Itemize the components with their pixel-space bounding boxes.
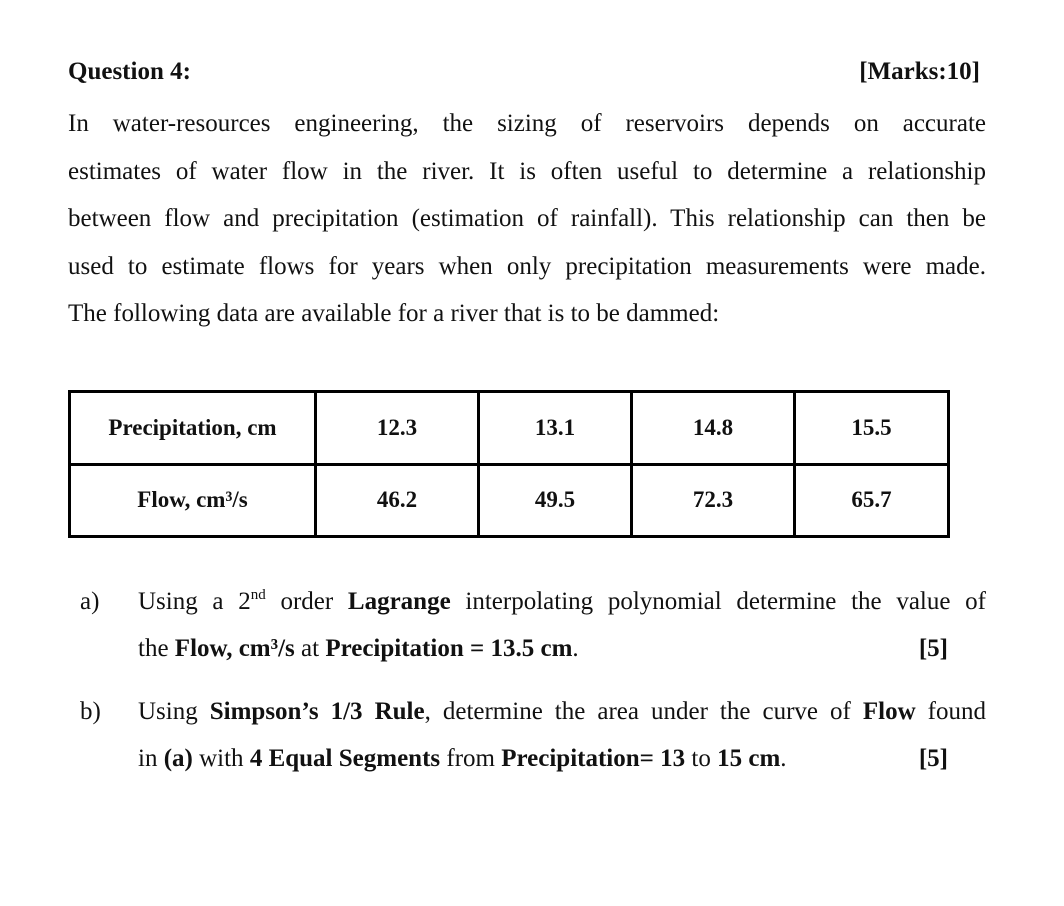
table-cell: 49.5 [479, 464, 632, 537]
bold-text: 15 cm [717, 745, 781, 772]
bold-text: Lagrange [347, 588, 451, 615]
intro-line: used to estimate flows for years when only precipitation measurements were made. [68, 252, 986, 280]
text-run: order [265, 588, 348, 615]
text-run: at [294, 635, 326, 662]
part-b-line-1 [138, 688, 986, 735]
row-header-precipitation: Precipitation, cm [70, 392, 316, 465]
bold-text: Flow, cm³/s [174, 635, 295, 662]
part-b-marks: [5] [918, 745, 948, 772]
part-b-text [138, 688, 986, 782]
part-a-line-2 [138, 625, 986, 672]
bold-text: (a) [163, 745, 193, 772]
part-b-line-2 [138, 735, 986, 782]
text-run: with [192, 745, 250, 772]
table-cell: 46.2 [316, 464, 479, 537]
intro-line: between flow and precipitation (estimation of rainfall). This relationship can then be [68, 205, 986, 232]
part-a-text [138, 578, 986, 672]
bold-text: 4 Equal Segments [249, 745, 441, 772]
data-table [68, 390, 950, 538]
table-cell: 12.3 [316, 392, 479, 465]
text-run: found [915, 698, 986, 725]
text-run: Using [138, 698, 210, 725]
question-marks: [Marks:10] [859, 58, 980, 85]
row-header-flow: Flow, cm³/s [70, 464, 316, 537]
table-cell: 15.5 [795, 392, 949, 465]
bold-text: Flow [862, 698, 916, 725]
intro-line: In water-resources engineering, the sizing of reservoirs depends on accurate [68, 110, 986, 137]
superscript: nd [250, 587, 266, 603]
bold-text: Precipitation= 13 [501, 745, 686, 772]
question-title: Question 4: [68, 58, 191, 85]
part-a-line-1 [138, 578, 986, 625]
text-run: . [780, 745, 787, 772]
table-cell: 72.3 [632, 464, 795, 537]
question-header [68, 58, 980, 92]
intro-paragraph [68, 100, 986, 338]
text-run: to [685, 745, 718, 772]
bold-text: Precipitation = 13.5 cm [325, 635, 573, 662]
intro-line: estimates of water flow in the river. It is often useful to determine a relationship [68, 157, 986, 185]
bold-text: Simpson’s 1/3 Rule [209, 698, 425, 725]
part-b-label: b) [80, 698, 101, 725]
table-cell: 65.7 [795, 464, 949, 537]
table-cell: 13.1 [479, 392, 632, 465]
text-run: , determine the area under the curve of [424, 698, 863, 725]
text-run: . [572, 635, 579, 662]
text-run: from [440, 745, 502, 772]
part-a-marks: [5] [918, 635, 948, 662]
text-run: Using a 2 [138, 588, 251, 615]
table-row [70, 392, 949, 465]
table-cell: 14.8 [632, 392, 795, 465]
text-run: in [138, 745, 164, 772]
text-run: the [138, 635, 175, 662]
text-run: interpolating polynomial determine the value of [450, 588, 986, 615]
intro-line: The following data are available for a river that is to be dammed: [68, 300, 720, 327]
part-a-label: a) [80, 588, 100, 615]
table-row [70, 464, 949, 537]
